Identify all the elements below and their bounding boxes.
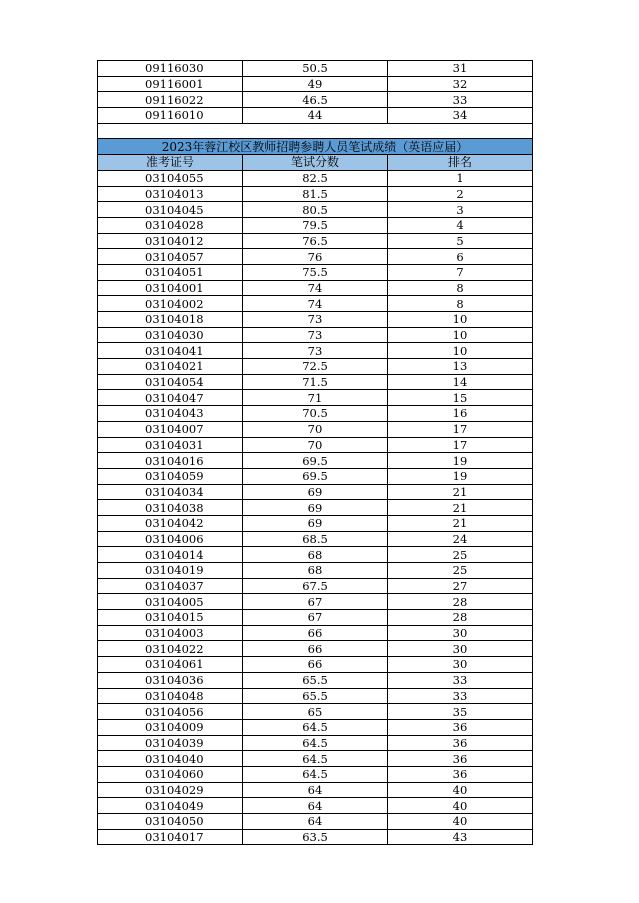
- rank-cell: 32: [388, 76, 533, 92]
- table-row: [98, 437, 533, 453]
- rank-cell: 25: [388, 547, 533, 563]
- rank-cell: 28: [388, 594, 533, 610]
- exam-number-cell: 03104061: [98, 657, 243, 673]
- score-cell: 65: [243, 704, 388, 720]
- table-row: [98, 468, 533, 484]
- rank-cell: 7: [388, 264, 533, 280]
- exam-number-cell: 03104050: [98, 814, 243, 830]
- score-cell: 64: [243, 814, 388, 830]
- rank-cell: 6: [388, 249, 533, 265]
- score-cell: 70: [243, 421, 388, 437]
- rank-cell: 21: [388, 500, 533, 516]
- rank-cell: 36: [388, 719, 533, 735]
- table-row: [98, 735, 533, 751]
- score-cell: 76.5: [243, 233, 388, 249]
- rank-cell: 8: [388, 296, 533, 312]
- rank-cell: 31: [388, 61, 533, 77]
- exam-number-cell: 03104021: [98, 359, 243, 375]
- rank-cell: 5: [388, 233, 533, 249]
- rank-cell: 36: [388, 735, 533, 751]
- score-cell: 64.5: [243, 766, 388, 782]
- rank-cell: 24: [388, 531, 533, 547]
- exam-number-cell: 03104049: [98, 798, 243, 814]
- exam-number-cell: 03104055: [98, 170, 243, 186]
- rank-cell: 40: [388, 782, 533, 798]
- table-row: [98, 625, 533, 641]
- spacer-cell: [98, 123, 533, 139]
- table-row: [98, 704, 533, 720]
- exam-number-cell: 03104019: [98, 563, 243, 579]
- rank-cell: 19: [388, 453, 533, 469]
- table-row: [98, 500, 533, 516]
- score-cell: 64.5: [243, 719, 388, 735]
- score-cell: 74: [243, 296, 388, 312]
- rank-cell: 36: [388, 766, 533, 782]
- table-row: [98, 641, 533, 657]
- exam-number-cell: 09116010: [98, 108, 243, 124]
- exam-number-cell: 03104040: [98, 751, 243, 767]
- exam-number-cell: 03104041: [98, 343, 243, 359]
- score-cell: 73: [243, 327, 388, 343]
- table-row: [98, 186, 533, 202]
- exam-number-cell: 03104014: [98, 547, 243, 563]
- score-cell: 50.5: [243, 61, 388, 77]
- exam-number-cell: 03104051: [98, 264, 243, 280]
- score-cell: 49: [243, 76, 388, 92]
- exam-number-cell: 03104018: [98, 312, 243, 328]
- exam-number-cell: 09116030: [98, 61, 243, 77]
- exam-number-cell: 03104034: [98, 484, 243, 500]
- score-cell: 81.5: [243, 186, 388, 202]
- score-cell: 80.5: [243, 202, 388, 218]
- exam-number-cell: 03104016: [98, 453, 243, 469]
- score-cell: 64: [243, 782, 388, 798]
- exam-number-cell: 03104017: [98, 829, 243, 845]
- exam-number-cell: 03104039: [98, 735, 243, 751]
- exam-number-cell: 09116022: [98, 92, 243, 108]
- table-row: [98, 782, 533, 798]
- score-cell: 75.5: [243, 264, 388, 280]
- table-row: [98, 531, 533, 547]
- rank-cell: 17: [388, 421, 533, 437]
- exam-number-cell: 03104036: [98, 672, 243, 688]
- section-title-row: [98, 139, 533, 155]
- score-cell: 69: [243, 484, 388, 500]
- table-row: [98, 484, 533, 500]
- exam-number-cell: 03104043: [98, 406, 243, 422]
- score-cell: 64.5: [243, 735, 388, 751]
- rank-cell: 10: [388, 327, 533, 343]
- score-cell: 71: [243, 390, 388, 406]
- rank-cell: 15: [388, 390, 533, 406]
- rank-cell: 21: [388, 484, 533, 500]
- table-row: [98, 798, 533, 814]
- rank-cell: 4: [388, 217, 533, 233]
- table-row: [98, 515, 533, 531]
- table-row: [98, 814, 533, 830]
- exam-number-cell: 03104003: [98, 625, 243, 641]
- table-row: [98, 374, 533, 390]
- rank-cell: 28: [388, 610, 533, 626]
- exam-number-cell: 03104045: [98, 202, 243, 218]
- score-cell: 79.5: [243, 217, 388, 233]
- table-row: [98, 421, 533, 437]
- table-row: [98, 578, 533, 594]
- rank-cell: 40: [388, 814, 533, 830]
- table-row: [98, 249, 533, 265]
- rank-cell: 33: [388, 92, 533, 108]
- score-cell: 66: [243, 625, 388, 641]
- exam-number-cell: 03104013: [98, 186, 243, 202]
- score-cell: 66: [243, 657, 388, 673]
- score-cell: 69: [243, 515, 388, 531]
- score-cell: 68.5: [243, 531, 388, 547]
- table-row: [98, 76, 533, 92]
- exam-number-cell: 03104056: [98, 704, 243, 720]
- score-cell: 73: [243, 343, 388, 359]
- score-cell: 71.5: [243, 374, 388, 390]
- exam-number-cell: 03104007: [98, 421, 243, 437]
- score-cell: 44: [243, 108, 388, 124]
- exam-number-cell: 03104006: [98, 531, 243, 547]
- score-cell: 70.5: [243, 406, 388, 422]
- table-row: [98, 610, 533, 626]
- exam-number-cell: 03104005: [98, 594, 243, 610]
- score-cell: 69.5: [243, 453, 388, 469]
- rank-cell: 30: [388, 625, 533, 641]
- score-cell: 73: [243, 312, 388, 328]
- table-row: [98, 359, 533, 375]
- section-header: [98, 123, 533, 170]
- rank-cell: 33: [388, 672, 533, 688]
- column-header-row: [98, 155, 533, 171]
- header-rank: 排名: [388, 155, 533, 171]
- table-row: [98, 751, 533, 767]
- score-cell: 67: [243, 610, 388, 626]
- score-cell: 68: [243, 563, 388, 579]
- rank-cell: 25: [388, 563, 533, 579]
- table-row: [98, 217, 533, 233]
- table-row: [98, 453, 533, 469]
- score-cell: 46.5: [243, 92, 388, 108]
- header-exam-number: 准考证号: [98, 155, 243, 171]
- score-cell: 67: [243, 594, 388, 610]
- exam-number-cell: 03104002: [98, 296, 243, 312]
- rank-cell: 13: [388, 359, 533, 375]
- table-row: [98, 296, 533, 312]
- table-row: [98, 92, 533, 108]
- rank-cell: 17: [388, 437, 533, 453]
- rank-cell: 10: [388, 343, 533, 359]
- rank-cell: 2: [388, 186, 533, 202]
- table-row: [98, 766, 533, 782]
- table-row: [98, 264, 533, 280]
- exam-number-cell: 03104057: [98, 249, 243, 265]
- score-cell: 69.5: [243, 468, 388, 484]
- exam-number-cell: 03104047: [98, 390, 243, 406]
- exam-number-cell: 03104048: [98, 688, 243, 704]
- exam-number-cell: 03104060: [98, 766, 243, 782]
- table-row: [98, 233, 533, 249]
- score-cell: 68: [243, 547, 388, 563]
- exam-number-cell: 03104042: [98, 515, 243, 531]
- rank-cell: 8: [388, 280, 533, 296]
- rank-cell: 34: [388, 108, 533, 124]
- rank-cell: 43: [388, 829, 533, 845]
- rank-cell: 30: [388, 657, 533, 673]
- score-cell: 65.5: [243, 672, 388, 688]
- rank-cell: 14: [388, 374, 533, 390]
- score-cell: 65.5: [243, 688, 388, 704]
- table-row: [98, 829, 533, 845]
- score-cell: 63.5: [243, 829, 388, 845]
- rank-cell: 35: [388, 704, 533, 720]
- exam-number-cell: 03104009: [98, 719, 243, 735]
- exam-number-cell: 03104030: [98, 327, 243, 343]
- table-row: [98, 343, 533, 359]
- exam-number-cell: 03104015: [98, 610, 243, 626]
- exam-number-cell: 03104029: [98, 782, 243, 798]
- rank-cell: 10: [388, 312, 533, 328]
- table-row: [98, 202, 533, 218]
- exam-number-cell: 03104054: [98, 374, 243, 390]
- table-row: [98, 594, 533, 610]
- score-cell: 76: [243, 249, 388, 265]
- exam-number-cell: 09116001: [98, 76, 243, 92]
- table-row: [98, 108, 533, 124]
- exam-number-cell: 03104012: [98, 233, 243, 249]
- section-title: 2023年蓉江校区教师招聘参聘人员笔试成绩（英语应届）: [98, 139, 533, 155]
- score-cell: 74: [243, 280, 388, 296]
- table-row: [98, 719, 533, 735]
- exam-number-cell: 03104031: [98, 437, 243, 453]
- rank-cell: 1: [388, 170, 533, 186]
- score-cell: 72.5: [243, 359, 388, 375]
- english-section-rows: [98, 170, 533, 845]
- score-cell: 64.5: [243, 751, 388, 767]
- exam-number-cell: 03104022: [98, 641, 243, 657]
- rank-cell: 19: [388, 468, 533, 484]
- rank-cell: 27: [388, 578, 533, 594]
- table-row: [98, 688, 533, 704]
- table-row: [98, 672, 533, 688]
- rank-cell: 16: [388, 406, 533, 422]
- exam-number-cell: 03104037: [98, 578, 243, 594]
- score-cell: 67.5: [243, 578, 388, 594]
- table-row: [98, 170, 533, 186]
- exam-number-cell: 03104028: [98, 217, 243, 233]
- table-row: [98, 657, 533, 673]
- previous-section-rows: [98, 61, 533, 124]
- header-score: 笔试分数: [243, 155, 388, 171]
- exam-number-cell: 03104059: [98, 468, 243, 484]
- rank-cell: 3: [388, 202, 533, 218]
- table-row: [98, 406, 533, 422]
- rank-cell: 40: [388, 798, 533, 814]
- table-row: [98, 280, 533, 296]
- table-row: [98, 563, 533, 579]
- score-cell: 69: [243, 500, 388, 516]
- score-cell: 82.5: [243, 170, 388, 186]
- score-cell: 70: [243, 437, 388, 453]
- rank-cell: 36: [388, 751, 533, 767]
- exam-number-cell: 03104001: [98, 280, 243, 296]
- rank-cell: 30: [388, 641, 533, 657]
- score-table: [97, 60, 533, 845]
- score-cell: 64: [243, 798, 388, 814]
- rank-cell: 21: [388, 515, 533, 531]
- table-row: [98, 390, 533, 406]
- table-row: [98, 61, 533, 77]
- spacer-row: [98, 123, 533, 139]
- table-row: [98, 312, 533, 328]
- table-row: [98, 327, 533, 343]
- table-row: [98, 547, 533, 563]
- score-cell: 66: [243, 641, 388, 657]
- exam-number-cell: 03104038: [98, 500, 243, 516]
- rank-cell: 33: [388, 688, 533, 704]
